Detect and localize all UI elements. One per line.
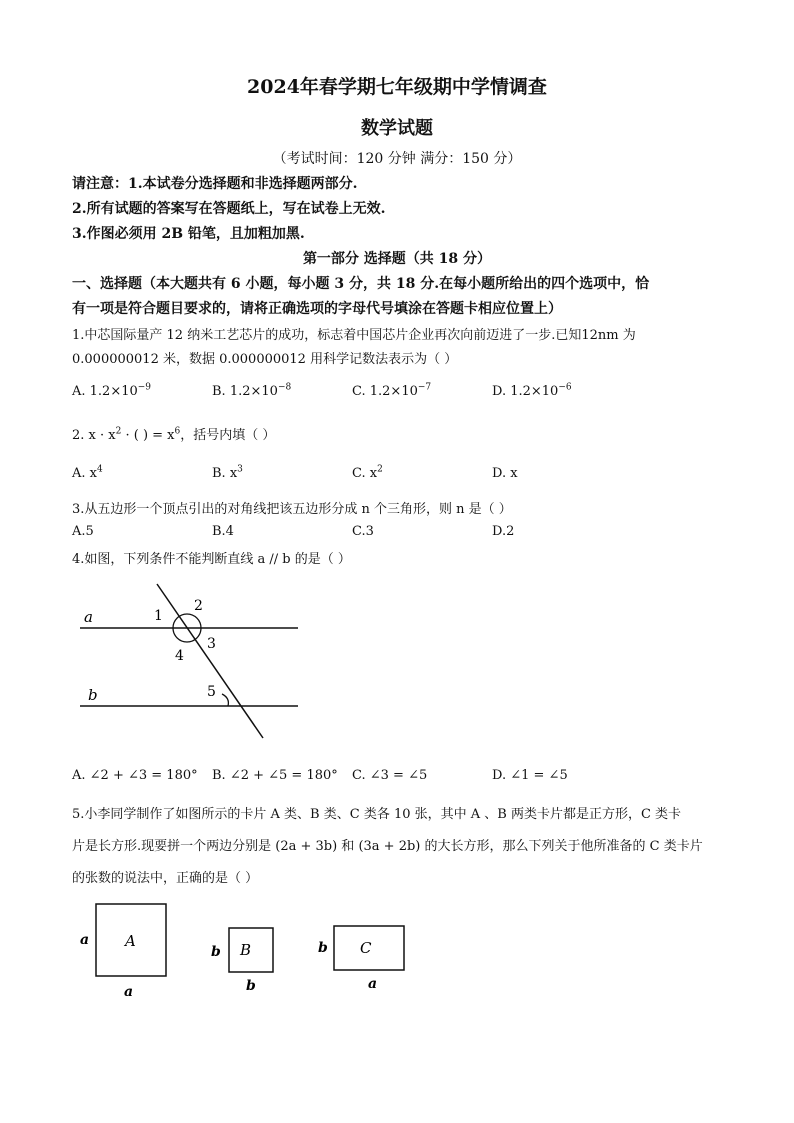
- q3-option-b: B.4: [212, 524, 234, 539]
- card-b-name: B: [240, 941, 252, 959]
- q1-option-a: A. $1.2\times 10^{-9}$: [72, 382, 152, 399]
- note-2: 2.所有试题的答案写在答题纸上，写在试卷上无效.: [72, 201, 386, 217]
- q2-option-c: C. $x^2$: [352, 464, 383, 481]
- label-a: a: [84, 608, 93, 626]
- card-c-left-label: b: [318, 940, 328, 956]
- exam-subtitle: 数学试题: [361, 118, 433, 139]
- card-c-bottom-label: a: [368, 976, 378, 992]
- q1-line2: 0.000000012 米，数据 0.000000012 用科学记数法表示为（ ）: [72, 352, 458, 367]
- transversal: [157, 584, 263, 738]
- card-b-bottom-label: b: [246, 978, 256, 994]
- q2-option-b: B. $x^3$: [212, 464, 243, 481]
- q5-card-figure: [70, 896, 430, 1006]
- exam-info: （考试时间：120 分钟 满分：150 分）: [272, 151, 522, 167]
- label-angle-3: 3: [207, 636, 216, 652]
- q1-line1: 1.中芯国际量产 12 纳米工艺芯片的成功，标志着中国芯片企业再次向前迈进了一步.已知12nm 为: [72, 328, 636, 343]
- exam-title: 2024年春学期七年级期中学情调查: [247, 76, 547, 98]
- q4-option-b: B. ∠2 + ∠5 = 180°: [212, 768, 338, 783]
- q3-stem: 3.从五边形一个顶点引出的对角线把该五边形分成 n 个三角形，则 n 是（ ）: [72, 502, 512, 517]
- card-c-name: C: [360, 939, 372, 957]
- card-b-left-label: b: [211, 944, 221, 960]
- label-angle-1: 1: [154, 608, 163, 624]
- q1-option-b: B. $1.2\times 10^{-8}$: [212, 382, 292, 399]
- q1-option-d: D. $1.2\times 10^{-6}$: [492, 382, 572, 399]
- q4-option-d: D. ∠1 = ∠5: [492, 768, 568, 783]
- part1-instruction-line2: 有一项是符合题目要求的，请将正确选项的字母代号填涂在答题卡相应位置上）: [72, 301, 562, 317]
- q2-stem: 2. $x \cdot x^2$ · ( ) = $x^6$，括号内填（ ）: [72, 426, 276, 443]
- q3-option-c: C.3: [352, 524, 374, 539]
- label-angle-4: 4: [175, 648, 184, 664]
- label-angle-5: 5: [207, 684, 216, 700]
- note-3: 3.作图必须用 2B 铅笔，且加粗加黑.: [72, 226, 305, 242]
- part1-instruction-line1: 一、选择题（本大题共有 6 小题，每小题 3 分，共 18 分.在每小题所给出的四个选项中，恰: [72, 276, 650, 292]
- q5-line1: 5.小李同学制作了如图所示的卡片 A 类、B 类、C 类各 10 张，其中 A 、B 两类卡片都是正方形，C 类卡: [72, 807, 682, 822]
- q3-option-d: D.2: [492, 524, 515, 539]
- part1-heading: 第一部分 选择题（共 18 分）: [302, 251, 492, 267]
- q4-option-a: A. ∠2 + ∠3 = 180°: [72, 768, 198, 783]
- q4-stem: 4.如图，下列条件不能判断直线 a // b 的是（ ）: [72, 552, 351, 567]
- card-a-bottom-label: a: [124, 984, 134, 1000]
- q3-option-a: A.5: [72, 524, 94, 539]
- q5-line3: 的张数的说法中，正确的是（ ）: [72, 871, 259, 886]
- card-a-left-label: a: [80, 932, 90, 948]
- q1-option-c: C. $1.2\times 10^{-7}$: [352, 382, 432, 399]
- card-a-name: A: [125, 932, 136, 950]
- q4-parallel-lines-figure: [70, 578, 310, 748]
- label-b: b: [88, 686, 98, 704]
- q5-line2: 片是长方形.现要拼一个两边分别是 (2a + 3b) 和 (3a + 2b) 的大长方形，那么下列关于他所准备的 C 类卡片: [72, 839, 703, 854]
- q2-option-d: D. x: [492, 466, 518, 481]
- note-1: 请注意：1.本试卷分选择题和非选择题两部分.: [72, 176, 358, 192]
- label-angle-2: 2: [194, 598, 203, 614]
- q2-option-a: A. $x^4$: [72, 464, 103, 481]
- q4-option-c: C. ∠3 = ∠5: [352, 768, 428, 783]
- angle-arc-5: [222, 694, 228, 706]
